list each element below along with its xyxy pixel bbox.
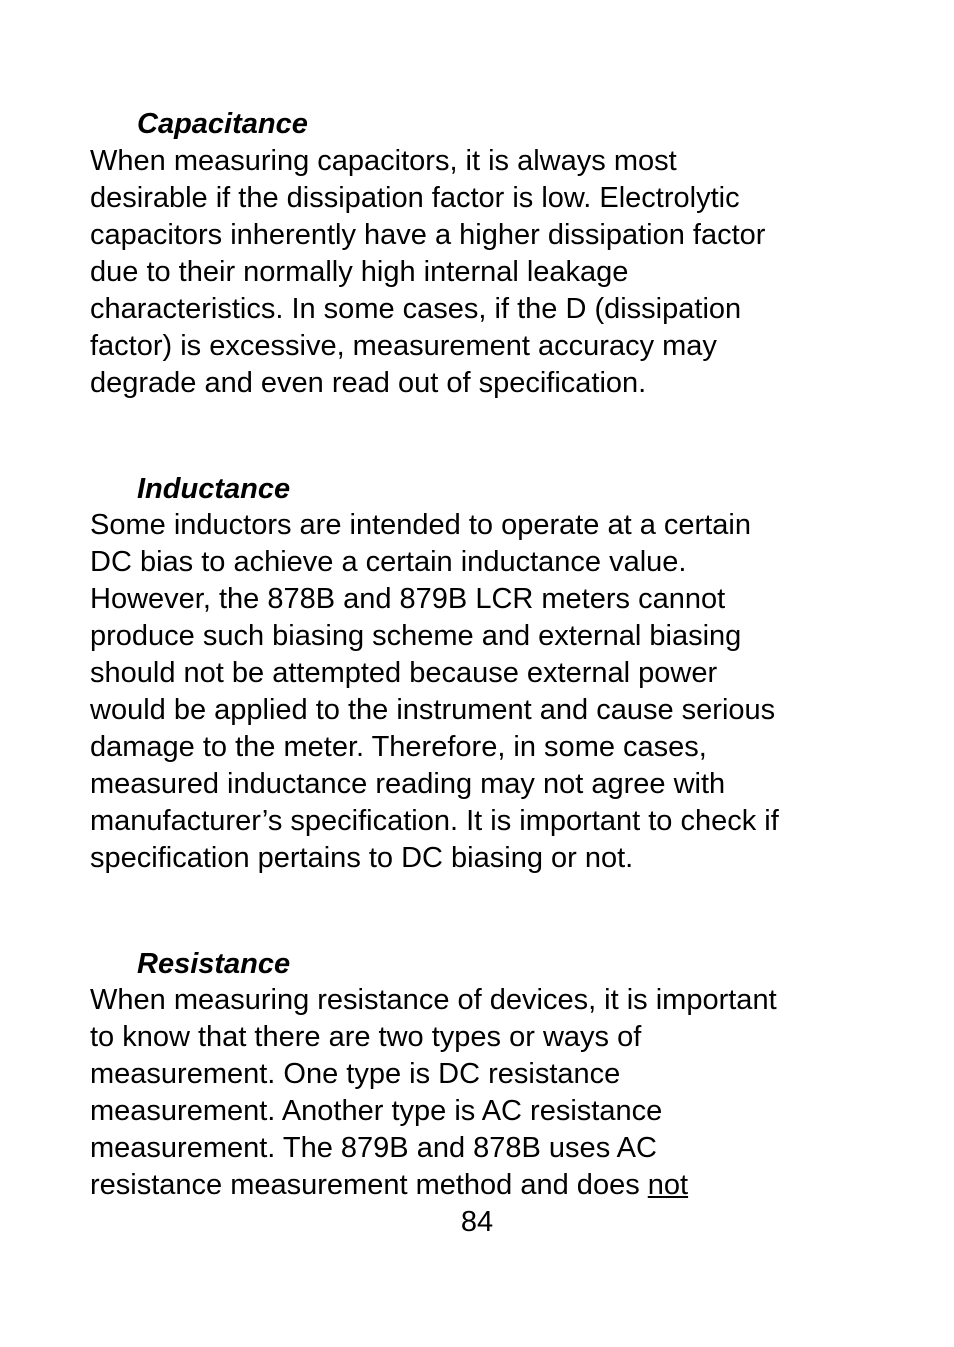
- paragraph-line-last: [90, 1167, 688, 1204]
- paragraph-line: damage to the meter. Therefore, in some cases,: [90, 731, 707, 763]
- paragraph-line: However, the 878B and 879B LCR meters cannot: [90, 583, 726, 615]
- paragraph-line: measurement. Another type is AC resistance: [90, 1095, 663, 1127]
- section-heading-capacitance: Capacitance: [137, 108, 308, 140]
- paragraph-line: measurement. The 879B and 878B uses AC: [90, 1132, 657, 1164]
- paragraph-line: Some inductors are intended to operate at a certain: [90, 509, 751, 541]
- paragraph-line: due to their normally high internal leakage: [90, 256, 629, 288]
- paragraph-line: factor) is excessive, measurement accuracy may: [90, 330, 717, 362]
- paragraph-line: should not be attempted because external power: [90, 657, 718, 689]
- paragraph-line: manufacturer’s specification. It is important to check if: [90, 805, 779, 837]
- section-heading-resistance: Resistance: [137, 948, 291, 980]
- paragraph-line-text: resistance measurement method and does: [90, 1169, 648, 1201]
- paragraph-line: to know that there are two types or ways of: [90, 1021, 642, 1053]
- paragraph-line: When measuring capacitors, it is always most: [90, 145, 677, 177]
- paragraph-line: specification pertains to DC biasing or not.: [90, 842, 634, 874]
- section-heading-inductance: Inductance: [137, 473, 291, 505]
- page-number: 84: [460, 1206, 494, 1238]
- paragraph-line: desirable if the dissipation factor is low. Electrolytic: [90, 182, 740, 214]
- paragraph-line: characteristics. In some cases, if the D (dissipation: [90, 293, 742, 325]
- paragraph-line: degrade and even read out of specification.: [90, 367, 647, 399]
- paragraph-line: DC bias to achieve a certain inductance value.: [90, 546, 687, 578]
- paragraph-line: would be applied to the instrument and cause serious: [90, 694, 776, 726]
- paragraph-line: capacitors inherently have a higher dissipation factor: [90, 219, 766, 251]
- paragraph-line: measurement. One type is DC resistance: [90, 1058, 621, 1090]
- paragraph-line: measured inductance reading may not agree with: [90, 768, 726, 800]
- paragraph-line: When measuring resistance of devices, it is important: [90, 984, 777, 1016]
- paragraph-line: produce such biasing scheme and external biasing: [90, 620, 742, 652]
- underlined-word: not: [647, 1169, 689, 1201]
